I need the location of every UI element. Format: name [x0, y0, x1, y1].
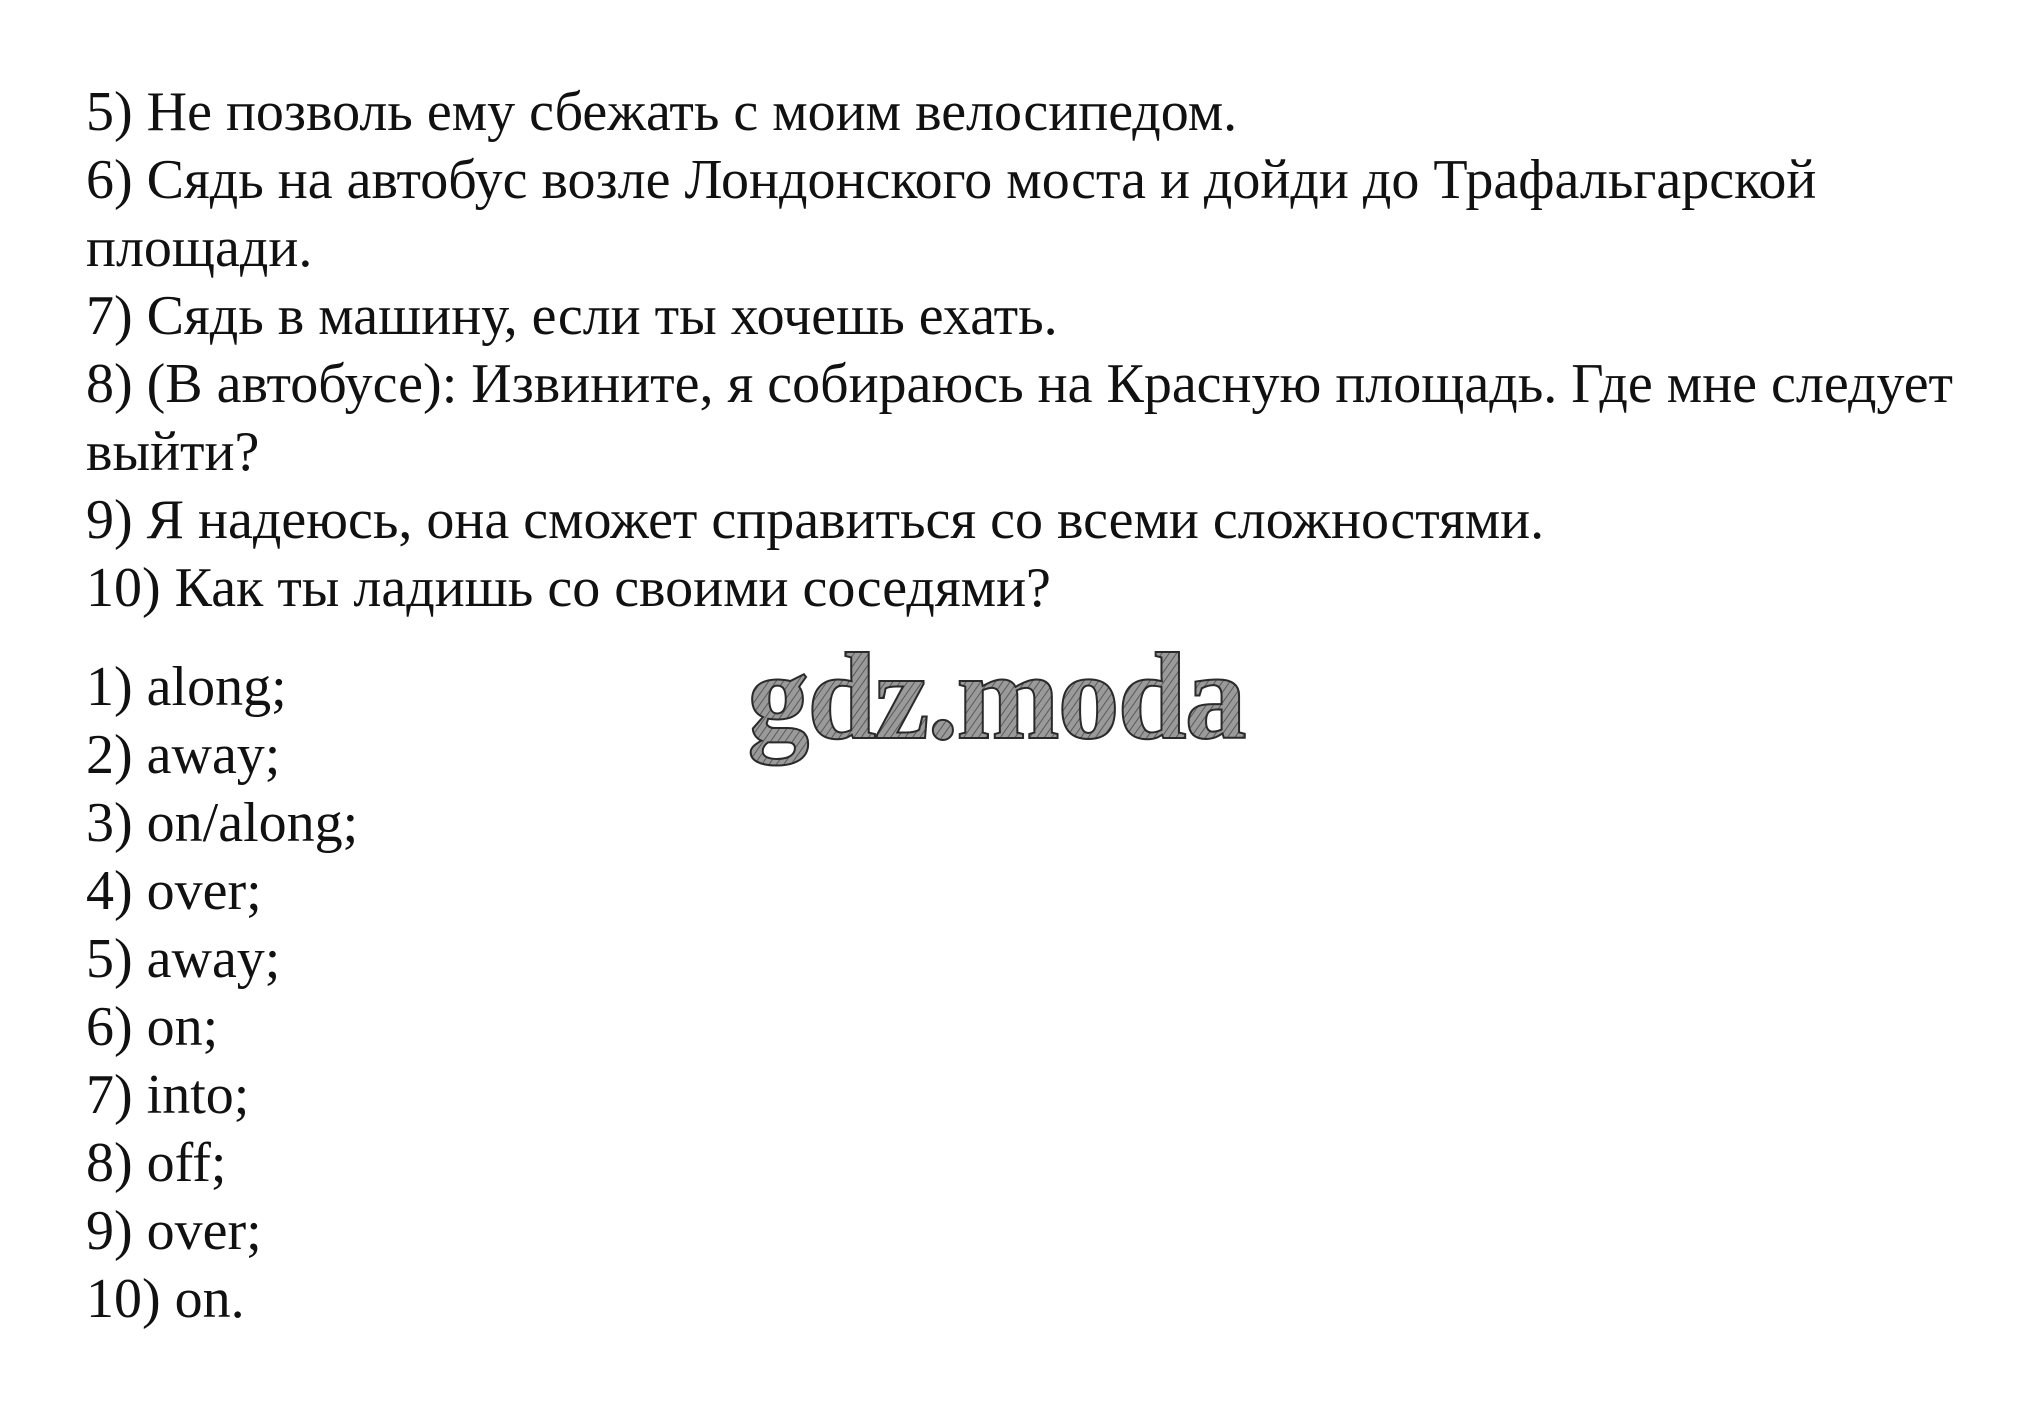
- watermark-text: gdz.moda: [747, 634, 1245, 765]
- answer-line: 3) on/along;: [86, 792, 359, 854]
- answer-line: 10) on.: [86, 1268, 245, 1330]
- sentence-line: 7) Сядь в машину, если ты хочешь ехать.: [86, 285, 1058, 347]
- sentence-line: 6) Сядь на автобус возле Лондонского моста и дойди до Трафальгарской площади.: [86, 149, 1817, 279]
- gdz-moda-watermark: [706, 634, 1286, 774]
- sentence-line: 5) Не позволь ему сбежать с моим велосипедом.: [86, 81, 1238, 143]
- sentence-line: 9) Я надеюсь, она сможет справиться со всеми сложностями.: [86, 489, 1545, 551]
- answer-line: 6) on;: [86, 996, 219, 1058]
- russian-sentences-list: [86, 78, 1986, 622]
- answer-line: 1) along;: [86, 656, 287, 718]
- answer-line: 7) into;: [86, 1064, 250, 1126]
- sentence-line: 10) Как ты ладишь со своими соседями?: [86, 557, 1051, 619]
- answer-line: 9) over;: [86, 1200, 262, 1262]
- answer-line: 2) away;: [86, 724, 281, 786]
- answer-line: 8) off;: [86, 1132, 227, 1194]
- answer-line: 5) away;: [86, 928, 281, 990]
- answers-list: [86, 653, 358, 1333]
- sentence-line: 8) (В автобусе): Извините, я собираюсь на Красную площадь. Где мне следует выйти?: [86, 353, 1954, 483]
- answer-line: 4) over;: [86, 860, 262, 922]
